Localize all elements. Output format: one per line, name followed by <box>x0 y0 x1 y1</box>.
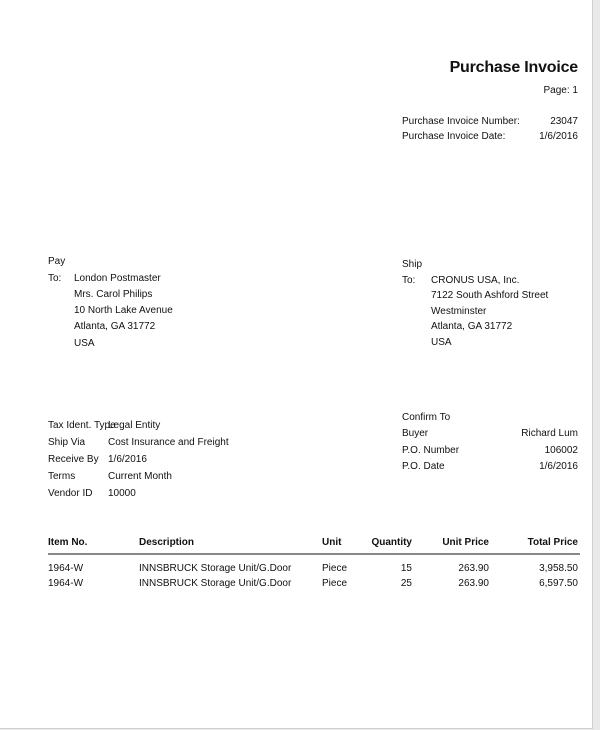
pay-to-line: USA <box>74 338 95 349</box>
detail-value: 1/6/2016 <box>108 454 147 465</box>
table-header-divider <box>48 553 580 555</box>
cell-quantity: 15 <box>400 563 412 574</box>
cell-unit: Piece <box>322 563 348 574</box>
ship-to-line: USA <box>431 337 452 348</box>
cell-total-price: 3,958.50 <box>539 563 578 574</box>
col-header-description: Description <box>139 537 195 548</box>
col-header-unit-price: Unit Price <box>442 537 489 548</box>
detail-label: Tax Ident. Type <box>48 420 116 431</box>
confirm-label: P.O. Number <box>402 445 460 456</box>
detail-value: Legal Entity <box>108 420 161 431</box>
invoice-number: 23047 <box>550 116 578 127</box>
confirm-value: 1/6/2016 <box>539 461 578 472</box>
pay-to-line: London Postmaster <box>74 273 161 284</box>
confirm-title: Confirm To <box>402 412 451 423</box>
col-header-item-no: Item No. <box>48 537 88 548</box>
cell-item-no: 1964-W <box>48 578 84 589</box>
cell-unit: Piece <box>322 578 348 589</box>
ship-label: Ship <box>402 259 423 270</box>
pay-label: Pay <box>48 256 66 267</box>
cell-total-price: 6,597.50 <box>539 578 578 589</box>
confirm-label: P.O. Date <box>402 461 445 472</box>
col-header-unit: Unit <box>322 537 342 548</box>
detail-value: 10000 <box>108 488 136 499</box>
cell-quantity: 25 <box>400 578 412 589</box>
pay-to-label: To: <box>48 273 62 284</box>
confirm-value: 106002 <box>544 445 578 456</box>
invoice-date-label: Purchase Invoice Date: <box>402 131 506 142</box>
cell-description: INNSBRUCK Storage Unit/G.Door <box>139 578 292 589</box>
cell-item-no: 1964-W <box>48 563 84 574</box>
ship-to-line: Atlanta, GA 31772 <box>431 321 513 332</box>
invoice-date: 1/6/2016 <box>539 131 578 142</box>
detail-value: Cost Insurance and Freight <box>108 437 229 448</box>
pay-to-line: Atlanta, GA 31772 <box>74 321 156 332</box>
confirm-label: Buyer <box>402 428 429 439</box>
detail-label: Receive By <box>48 454 99 465</box>
ship-to-label: To: <box>402 275 416 286</box>
page-number: Page: 1 <box>543 85 578 96</box>
detail-value: Current Month <box>108 471 172 482</box>
pay-to-line: 10 North Lake Avenue <box>74 305 173 316</box>
detail-label: Ship Via <box>48 437 86 448</box>
cell-unit-price: 263.90 <box>458 578 489 589</box>
col-header-total-price: Total Price <box>527 537 578 548</box>
pay-to-line: Mrs. Carol Philips <box>74 289 153 300</box>
confirm-value: Richard Lum <box>521 428 578 439</box>
detail-label: Terms <box>48 471 76 482</box>
ship-to-line: CRONUS USA, Inc. <box>431 275 520 286</box>
detail-label: Vendor ID <box>48 488 93 499</box>
cell-unit-price: 263.90 <box>458 563 489 574</box>
ship-to-line: 7122 South Ashford Street <box>431 290 549 301</box>
page-title: Purchase Invoice <box>449 59 578 76</box>
ship-to-line: Westminster <box>431 306 487 317</box>
cell-description: INNSBRUCK Storage Unit/G.Door <box>139 563 292 574</box>
invoice-number-label: Purchase Invoice Number: <box>402 116 520 127</box>
col-header-quantity: Quantity <box>371 537 412 548</box>
